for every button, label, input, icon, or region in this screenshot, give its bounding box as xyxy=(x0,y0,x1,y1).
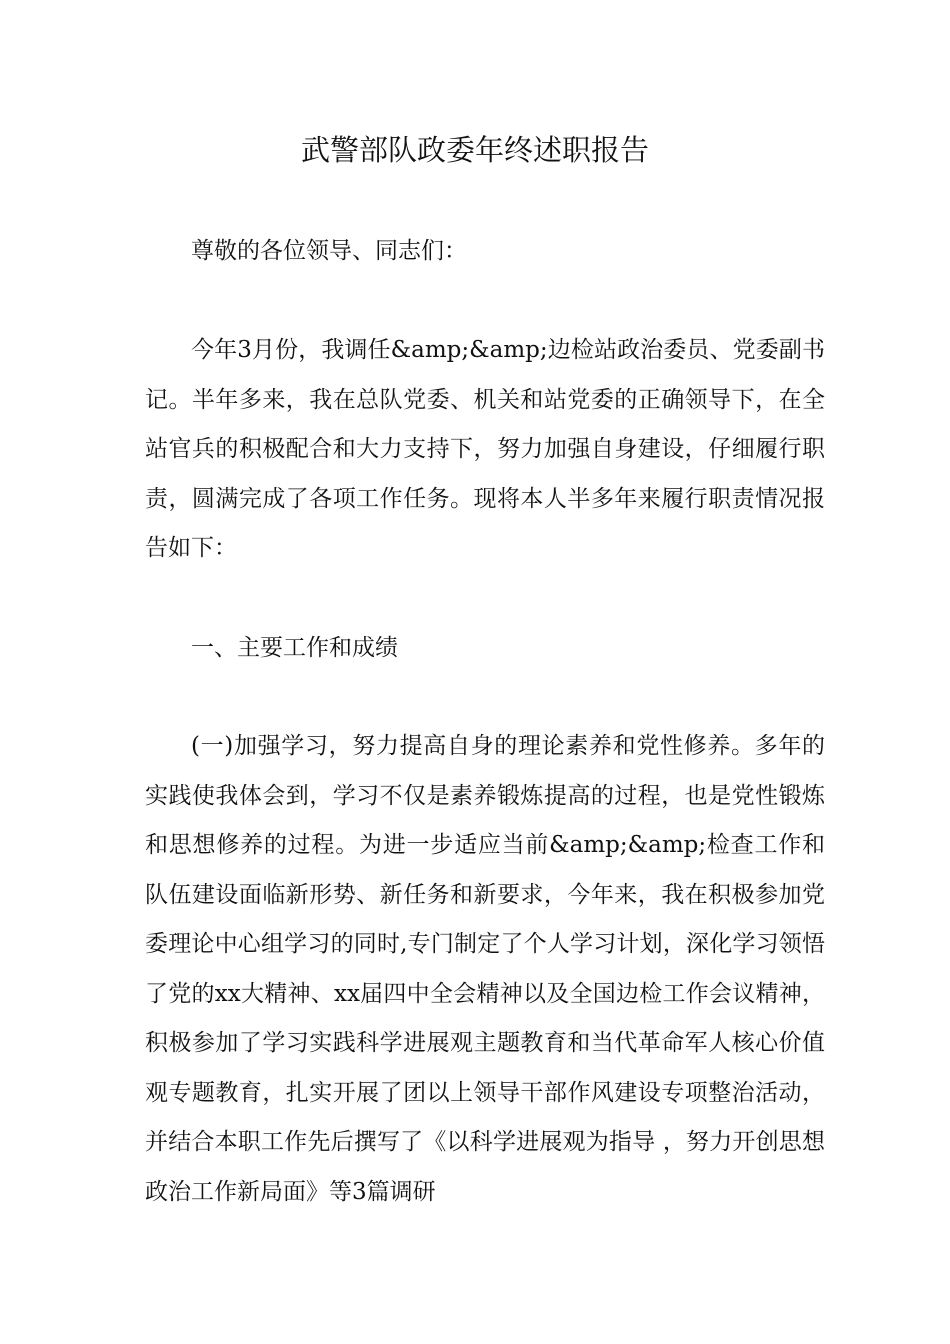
document-title: 武警部队政委年终述职报告 xyxy=(300,133,649,167)
paragraph-intro: 今年3月份，我调任&amp;&amp;边检站政治委员、党委副书记。半年多来，我在总队党委、机关和站党委的正确领导下，在全站官兵的积极配合和大力支持下，努力加强自身建设，仔细履行职责，圆满完成了各项工作任务。现将本人半多年来履行职责情况报告如下： xyxy=(145,337,825,561)
paragraph-study: (一)加强学习，努力提高自身的理论素养和党性修养。多年的实践使我体会到，学习不仅是素养锻炼提高的过程，也是党性锻炼和思想修养的过程。为进一步适应当前&amp;&amp;检查工作和队伍建设面临新形势、新任务和新要求，今年来，我在积极参加党委理论中心组学习的同时,专门制定了个人学习计划，深化学习领悟了党的xx大精神、xx届四中全会精神以及全国边检工作会议精神，积极参加了学习实践科学进展观主题教育和当代革命军人核心价值观专题教育，扎实开展了团以上领导干部作风建设专项整治活动，并结合本职工作先后撰写了《以科学进展观为指导 ，努力开创思想政治工作新局面》等3篇调研 xyxy=(145,733,825,1205)
salutation: 尊敬的各位领导、同志们： xyxy=(191,238,467,264)
section-heading: 一、主要工作和成绩 xyxy=(191,635,398,661)
